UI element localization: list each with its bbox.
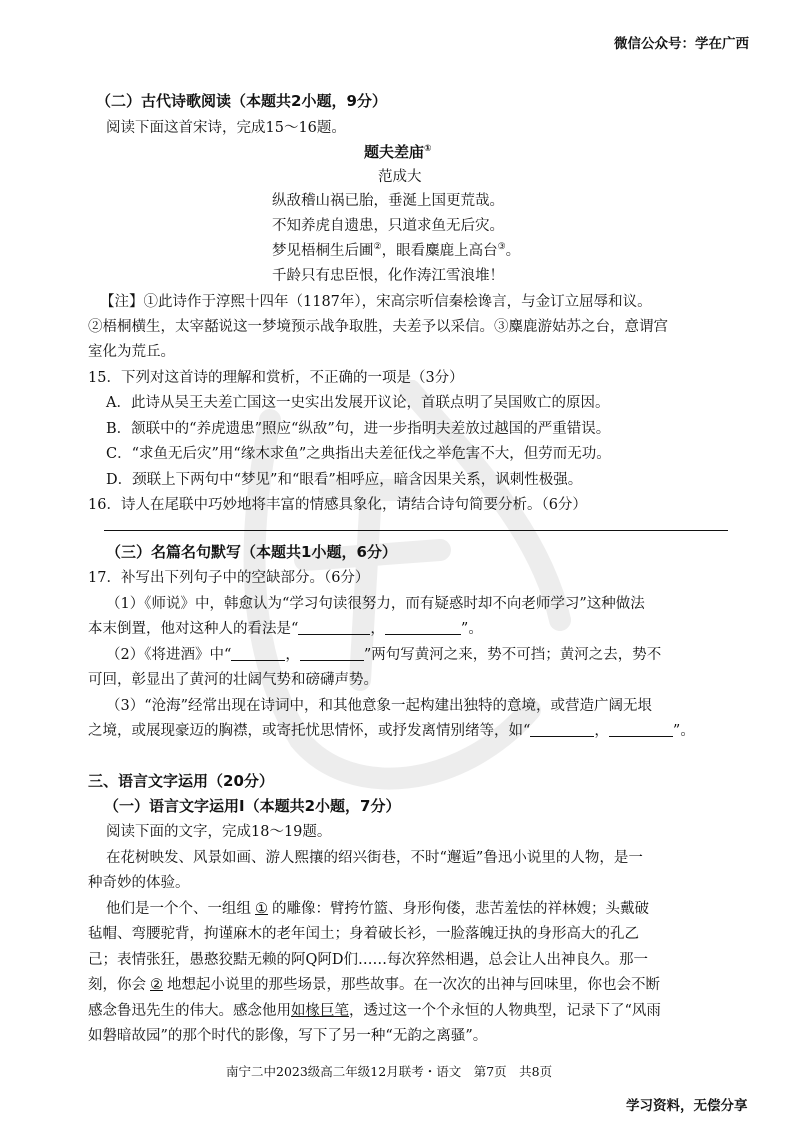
passage-para1-line2: 种奇妙的体验。 [88, 875, 190, 891]
poem-line-1: 纵敌稽山祸已胎，垂涎上国更荒哉。 [272, 193, 504, 209]
passage-para2-post: 的雕像：臂挎竹篮、身形佝偻，悲苦羞怯的祥林嫂；头戴破 [272, 901, 649, 917]
note-line-2: ②梧桐横生，太宰嚭说这一梦境预示战争取胜，夫差予以采信。③麋鹿游姑苏之台，意谓宫 [88, 319, 668, 335]
q17-stem: 17．补写出下列句子中的空缺部分。（6分） [88, 570, 370, 586]
poem-line-3b: ，眼看麋鹿上高台 [381, 243, 498, 259]
passage-para2-line1 [106, 897, 649, 918]
passage-para2-line3: 己；表情张狂，愚憨狡黠无赖的阿Q阿D们……每次猝然相遇，总会让人出神良久。那一 [88, 952, 649, 968]
q15-option-d: D．颈联上下两句中“梦见”和“眼看”相呼应，暗含因果关系，讽刺性极强。 [106, 472, 583, 488]
part3-heading: 三、语言文字运用（20分） [88, 772, 274, 790]
q17-blank-2[interactable] [385, 620, 461, 635]
q17-part3-line2 [88, 719, 695, 740]
q17-part2-line1 [106, 643, 661, 664]
poem-note-mark-3: ③ [497, 242, 506, 253]
part3-intro: 阅读下面的文字，完成18～19题。 [106, 824, 332, 840]
q16-answer-line[interactable] [104, 530, 728, 531]
q15-option-a: A．此诗从吴王夫差亡国这一史实出发展开议论，首联点明了吴国败亡的原因。 [106, 395, 610, 411]
note-line-1: 【注】①此诗作于淳熙十四年（1187年），宋高宗听信秦桧谗言，与金订立屈辱和议。 [100, 294, 652, 310]
poem-title [364, 141, 432, 162]
passage-para2-line2: 毡帽、弯腰驼背，拘谨麻木的老年闰土；身着破长衫，一脸落魄迂执的身形高大的孔乙 [88, 926, 639, 942]
q17-part1-line1: （1）《师说》中，韩愈认为“学习句读很努力，而有疑惑时却不向老师学习”这种做法 [106, 596, 645, 612]
note-line-3: 室化为荒丘。 [88, 344, 175, 360]
poem-author: 范成大 [378, 169, 422, 185]
poem-line-3a: 梦见梧桐生后圃 [272, 243, 374, 259]
q17-blank-6[interactable] [609, 722, 673, 737]
passage-para2d-pre: 刻，你会 [88, 977, 146, 993]
poem-title-text: 题夫差庙 [364, 143, 425, 161]
passage-mark-2: ② [150, 977, 163, 993]
passage-para2e-post: ，透过这一个个永恒的人物典型，记录下了“风雨 [349, 1003, 661, 1019]
passage-para2-line6: 如磐暗故园”的那个时代的影像，写下了另一种“无韵之离骚”。 [88, 1028, 488, 1044]
poem-note-mark-2: ② [373, 242, 382, 253]
q17-part3-text: 之境，或展现豪迈的胸襟，或寄托忧思情怀，或抒发离情别绪等，如“ [88, 723, 531, 739]
passage-para2-line5 [88, 999, 661, 1020]
poem-line-4: 千龄只有忠臣恨，化作涛江雪浪堆！ [272, 268, 504, 284]
q17-part3-end: ”。 [672, 723, 695, 739]
section-heading-poetry: （二）古代诗歌阅读（本题共2小题，9分） [96, 92, 387, 110]
poem-line-2: 不知养虎自遗患，只道求鱼无后灾。 [272, 218, 504, 234]
section-heading-dictation: （三）名篇名句默写（本题共1小题，6分） [106, 543, 397, 561]
q17-part2-line2: 可回，彰显出了黄河的壮阔气势和磅礴声势。 [88, 672, 378, 688]
q17-part3-sep: ， [594, 723, 609, 739]
q17-blank-4[interactable] [300, 646, 364, 661]
part3-sub-heading: （一）语言文字运用Ⅰ（本题共2小题，7分） [104, 797, 401, 815]
q15-option-c: C．“求鱼无后灾”用“缘木求鱼”之典指出夫差征伐之举危害不大，但劳而无功。 [106, 446, 611, 462]
q17-part3-line1: （3）“沧海”经常出现在诗词中，和其他意象一起构建出独特的意境，或营造广阔无垠 [106, 698, 653, 714]
passage-para2e-pre: 感念鲁迅先生的伟大。感念他用 [88, 1003, 291, 1019]
passage-underlined-phrase: 如椽巨笔 [291, 1003, 349, 1019]
q17-blank-5[interactable] [530, 722, 594, 737]
q16-stem: 16．诗人在尾联中巧妙地将丰富的情感具象化，请结合诗句简要分析。（6分） [88, 497, 587, 513]
footer-page-info: 南宁二中2023级高二年级12月联考・语文 第7页 共8页 [226, 1064, 553, 1079]
poem-line-3c: 。 [505, 243, 521, 259]
q17-blank-3[interactable] [231, 646, 285, 661]
q17-part1-sep: ， [370, 621, 385, 637]
passage-para1-line1: 在花树映发、风景如画、游人熙攘的绍兴街巷，不时“邂逅”鲁迅小说里的人物，是一 [106, 850, 643, 866]
q17-part2-sep: ， [285, 647, 300, 663]
q15-option-b: B．颔联中的“养虎遗患”照应“纵敌”句，进一步指明夫差放过越国的严重错误。 [106, 421, 611, 437]
q17-part2-mid: ”两句写黄河之来，势不可挡；黄河之去，势不 [363, 647, 662, 663]
passage-para2-line4 [88, 973, 660, 994]
poem-line-3 [272, 239, 520, 260]
q17-part2-text: （2）《将进酒》中“ [106, 647, 232, 663]
passage-para2d-post: 地想起小说里的那些场景，那些故事。在一次次的出神与回味里，你也会不断 [167, 977, 660, 993]
q17-part1-text: 本末倒置，他对这种人的看法是“ [88, 621, 299, 637]
q17-blank-1[interactable] [298, 620, 370, 635]
q15-stem: 15．下列对这首诗的理解和赏析，不正确的一项是（3分） [88, 370, 464, 386]
q17-part1-line2 [88, 617, 483, 638]
poem-title-note-mark: ① [424, 144, 432, 154]
footer-share-note: 学习资料，无偿分享 [626, 1098, 748, 1114]
poetry-intro: 阅读下面这首宋诗，完成15～16题。 [106, 120, 346, 136]
passage-mark-1: ① [255, 901, 268, 917]
header-wechat: 微信公众号：学在广西 [614, 36, 749, 52]
passage-para2-pre: 他们是一个个、一组组 [106, 901, 251, 917]
q17-part1-end: ”。 [460, 621, 483, 637]
